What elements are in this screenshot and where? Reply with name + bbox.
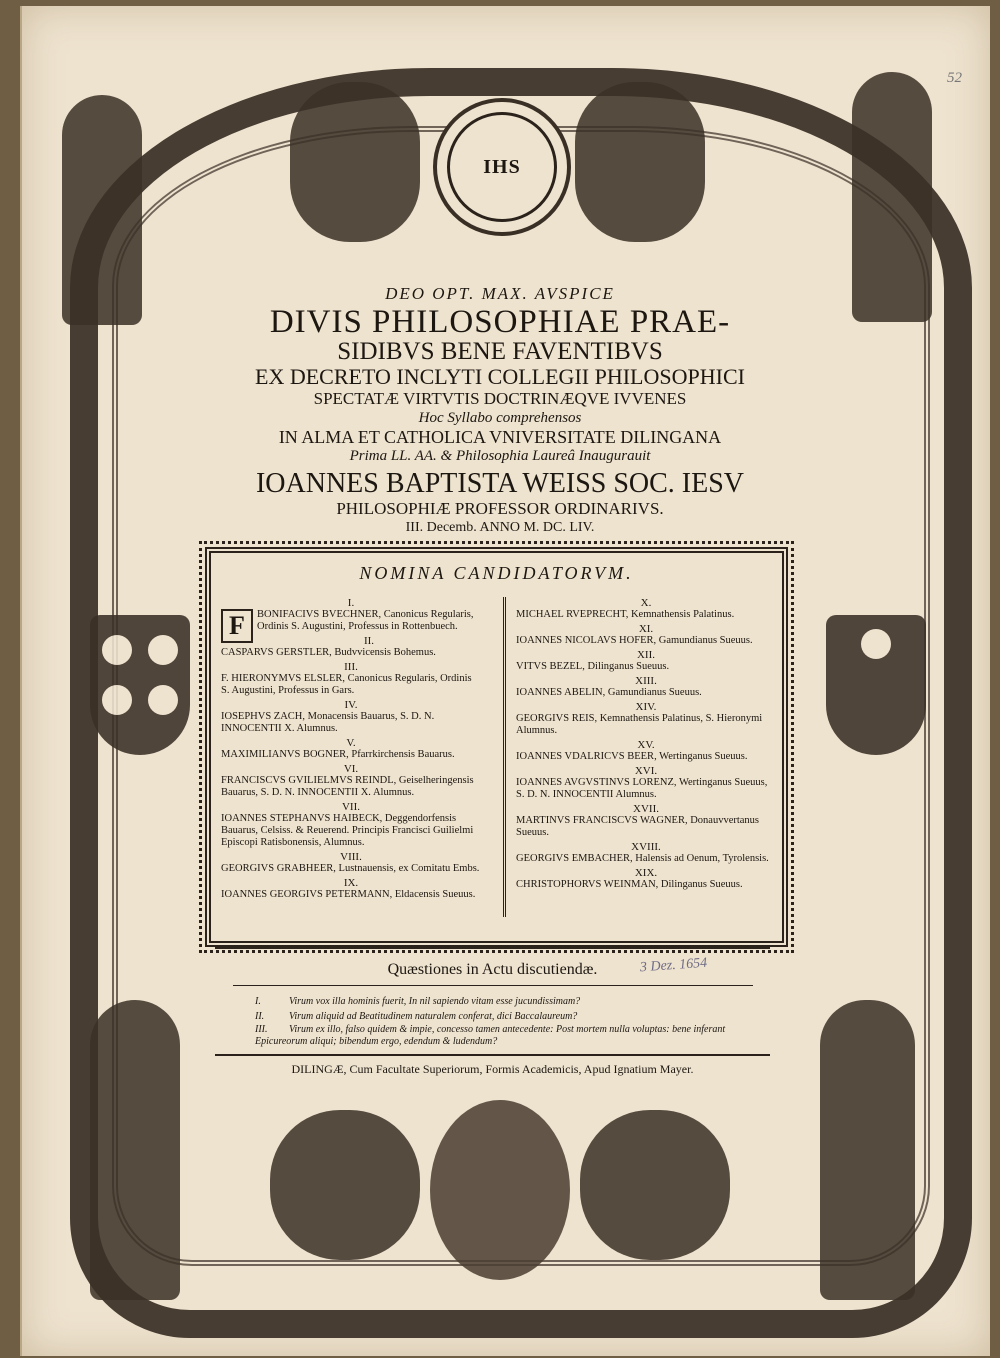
candidate-number: XIII. [635,675,657,687]
allegorical-figure-left [90,1000,180,1300]
candidate-name: MAXIMILIANVS BOGNER, Pfarrkirchensis Bauarus. [221,749,455,760]
candidate-number: IX. [343,877,359,889]
candidate-number: V. [346,737,356,749]
allegorical-figure-right [820,1000,915,1300]
candidate-name: GEORGIVS EMBACHER, Halensis ad Oenum, Tyrolensis. [516,853,769,864]
imprint [215,1054,770,1077]
angel-top-left [290,82,420,242]
candidate-entry [516,597,776,621]
candidate-entry [516,867,776,891]
title-line-4: SPECTATÆ VIRTVTIS DOCTRINÆQVE IVVENES [313,389,687,408]
candidate-name: MICHAEL RVEPRECHT, Kemnathensis Palatinus. [516,609,735,620]
candidate-number: III. [344,661,358,673]
candidate-name: IOSEPHVS ZACH, Monacensis Bauarus, S. D. N. INNOCENTII X. Alumnus. [221,711,435,734]
candidate-name: IOANNES STEPHANVS HAIBECK, Deggendorfensis Bauarus, Celsiss. & Reuerend. Principis Francisci Guilielmi Episcopi Ratisbonensis, Alumnus. [221,813,474,848]
shield-roundel [148,685,178,715]
candidate-name: IOANNES AVGVSTINVS LORENZ, Wertinganus Sueuus, S. D. N. INNOCENTII Alumnus. [516,777,768,800]
candidate-number: XIV. [635,701,657,713]
candidates-left-column [221,597,481,903]
angel-bottom-left [270,1110,420,1260]
candidates-box [205,547,788,947]
date-line: III. Decemb. ANNO M. DC. LIV. [405,520,595,535]
candidate-entry [221,851,481,875]
candidate-number: I. [347,597,355,609]
rule [233,985,753,986]
ihs-monogram: IHS [447,112,557,222]
rule [215,1054,770,1056]
candidate-number: XVI. [634,765,658,777]
candidate-entry [221,699,481,735]
candidate-name: F BONIFACIVS BVECHNER, Canonicus Regularis, Ordinis S. Augustini, Professus in Rottenbuech. [221,609,481,633]
candidate-entry [516,803,776,839]
shield-eagle [861,629,891,659]
question-text: Virum ex illo, falso quidem & impie, concesso tamen antecedente: Post mortem nulla voluptas: bene inferant Epicureorum aliqui; bibendum ergo, edendum & ludendum? [255,1024,726,1047]
candidate-number: IV. [344,699,358,711]
candidate-name: CASPARVS GERSTLER, Budvvicensis Bohemus. [221,647,436,658]
handwritten-note: 3 Dez. 1654 [639,955,708,976]
title-line-6: IN ALMA ET CATHOLICA VNIVERSITATE DILINGANA [278,427,722,447]
shield-roundel [148,635,178,665]
quaestiones-title: Quæstiones in Actu discutiendæ. [387,961,598,978]
candidate-entry [221,737,481,761]
candidate-name: GEORGIVS GRABHEER, Lustnauensis, ex Comitatu Embs. [221,863,480,874]
title-block [200,270,800,537]
title-line-1: DIVIS PHILOSOPHIAE PRAE- [269,304,731,340]
candidate-name: IOANNES VDALRICVS BEER, Wertinganus Sueuus. [516,751,748,762]
candidate-name: IOANNES GEORGIVS PETERMANN, Eldacensis Sueuus. [221,889,476,900]
candidate-number: XVIII. [631,841,661,853]
candidate-number: II. [363,635,375,647]
title-line-5: Hoc Syllabo comprehensos [418,410,582,426]
candidate-entry [221,661,481,697]
invocation: DEO OPT. MAX. AVSPICE [385,284,615,303]
coat-of-arms-left [90,615,190,755]
question-number: I. [255,996,261,1007]
candidate-entry [221,877,481,901]
drop-cap: F [221,609,253,643]
candidate-name: IOANNES ABELIN, Gamundianus Sueuus. [516,687,702,698]
candidate-entry [221,801,481,849]
candidate-entry [221,763,481,799]
candidate-number: X. [640,597,652,609]
candidate-number: XII. [636,649,656,661]
title-line-2: SIDIBVS BENE FAVENTIBVS [337,338,663,365]
candidate-name: FRANCISCVS GVILIELMVS REINDL, Geiselheringensis Bauarus, S. D. N. INNOCENTII X. Alumnus. [221,775,474,798]
candidate-number: VII. [341,801,361,813]
candidate-entry [516,765,776,801]
candidate-name: GEORGIVS REIS, Kemnathensis Palatinus, S. Hieronymi Alumnus. [516,713,763,736]
title-line-7: Prima LL. AA. & Philosophia Laureâ Inaugurauit [349,448,651,464]
candidate-entry [221,635,481,659]
coat-of-arms-right [826,615,926,755]
candidate-name: CHRISTOPHORVS WEINMAN, Dilinganus Sueuus. [516,879,743,890]
madonna-oval [430,1100,570,1280]
candidate-entry [516,739,776,763]
candidates-right-column [516,597,776,893]
candidate-entry [516,623,776,647]
column-divider [503,597,506,917]
angel-top-right [575,82,705,242]
question-text: Virum aliquid ad Beatitudinem naturalem conferat, dici Baccalaureum? [289,1011,578,1022]
question-item [255,996,775,1008]
candidate-number: XIX. [634,867,658,879]
candidate-entry [516,701,776,737]
candidate-name: F. HIERONYMVS ELSLER, Canonicus Regularis, Ordinis S. Augustini, Professus in Gars. [221,673,472,696]
angel-bottom-right [580,1110,730,1260]
question-number: III. [255,1024,268,1035]
candidate-number: XV. [637,739,655,751]
professor-name: IOANNES BAPTISTA WEISS SOC. IESV [255,468,745,499]
candidate-number: XVII. [633,803,659,815]
candidate-name: MARTINVS FRANCISCVS WAGNER, Donauvvertanus Sueuus. [516,815,760,838]
question-item [255,1011,775,1023]
saint-figure-left [62,95,142,325]
question-number: II. [255,1011,265,1022]
question-text: Virum vox illa hominis fuerit, In nil sapiendo vitam esse jucundissimam? [289,996,581,1007]
candidate-entry [516,675,776,699]
question-item [255,1024,775,1048]
candidates-title: NOMINA CANDIDATORVM. [359,563,634,583]
candidate-number: XI. [638,623,654,635]
professor-title: PHILOSOPHIÆ PROFESSOR ORDINARIVS. [336,499,664,518]
candidate-number: VIII. [340,851,362,863]
shield-roundel [102,635,132,665]
rule [215,947,770,949]
bishop-figure-right [852,72,932,322]
folio-number: 52 [947,70,962,86]
candidate-entry [516,841,776,865]
title-line-3: EX DECRETO INCLYTI COLLEGII PHILOSOPHICI [255,364,745,389]
candidate-entry [221,597,481,640]
imprint-text: DILINGÆ, Cum Facultate Superiorum, Formis Academicis, Apud Ignatium Mayer. [291,1062,694,1076]
candidate-entry [516,649,776,673]
candidate-name: IOANNES NICOLAVS HOFER, Gamundianus Sueuus. [516,635,753,646]
candidate-name: VITVS BEZEL, Dilinganus Sueuus. [516,661,670,672]
shield-roundel [102,685,132,715]
candidate-number: VI. [343,763,359,775]
